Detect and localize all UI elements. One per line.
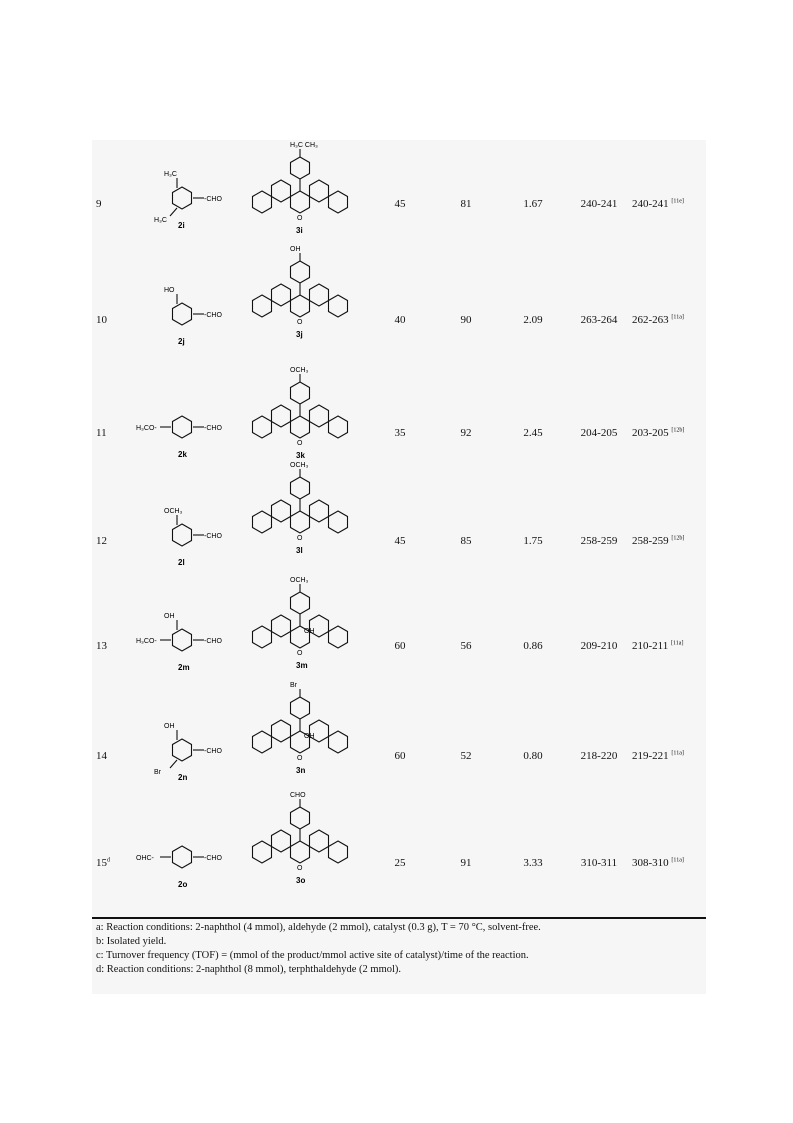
mp-found-cell: 263-264 (580, 314, 618, 326)
yield-cell: 52 (460, 750, 472, 762)
aldehyde-bottom-label: H₃C (154, 217, 167, 224)
table-row (92, 577, 706, 703)
product-substituent-label: H₃C CH₃ (290, 142, 318, 149)
aldehyde-structure (130, 387, 240, 467)
product-code: 3i (296, 226, 303, 235)
entry-number: 10 (96, 314, 107, 326)
mp-lit-cell: 262-263 [11a] (632, 314, 684, 326)
yield-cell: 92 (460, 427, 472, 439)
table-bottom-rule (92, 917, 706, 919)
entry-number: 15$^d$ (96, 857, 110, 869)
aldehyde-left-label: H₃CO- (136, 638, 157, 645)
aldehyde-cho-label: -CHO (204, 312, 222, 319)
mp-lit-cell: 240-241 [11e] (632, 198, 684, 210)
yield-cell: 91 (460, 857, 472, 869)
product-substituent-label: OCH₃ (290, 577, 309, 584)
aldehyde-top-label: OCH₃ (164, 508, 183, 515)
entry-number: 9 (96, 198, 102, 210)
aldehyde-code: 2n (178, 773, 188, 782)
aldehyde-cho-label: -CHO (204, 196, 222, 203)
aldehyde-left-label: OHC- (136, 855, 154, 862)
aldehyde-left-label: H₃CO- (136, 425, 157, 432)
aldehyde-code: 2i (178, 221, 185, 230)
product-oxygen-label: O (297, 535, 303, 542)
product-substituent-label: Br (290, 682, 297, 689)
mp-lit-cell: 219-221 [11a] (632, 750, 684, 762)
mp-found-cell: 209-210 (580, 640, 618, 652)
product-oxygen-label: O (297, 215, 303, 222)
mp-lit-cell: 203-205 [12b] (632, 427, 685, 439)
product-side-label: OH (304, 733, 315, 740)
aldehyde-structure (130, 158, 240, 238)
yield-cell: 81 (460, 198, 472, 210)
aldehyde-top-label: H₃C (164, 171, 177, 178)
time-cell: 60 (394, 750, 406, 762)
product-code: 3o (296, 876, 306, 885)
time-cell: 45 (394, 535, 406, 547)
mp-found-cell: 258-259 (580, 535, 618, 547)
product-substituent-label: OCH₃ (290, 367, 309, 374)
footnote-c: c: Turnover frequency (TOF) = (mmol of the product/mmol active site of catalyst)/time of the reaction. (96, 950, 529, 961)
mp-lit-cell: 210-211 [11a] (632, 640, 684, 652)
tof-cell: 0.80 (523, 750, 543, 762)
footnote-b: b: Isolated yield. (96, 936, 167, 947)
mp-found-cell: 240-241 (580, 198, 618, 210)
product-code: 3j (296, 330, 303, 339)
product-oxygen-label: O (297, 650, 303, 657)
product-structure (240, 140, 370, 268)
aldehyde-top-label: HO (164, 287, 175, 294)
table-row (92, 140, 706, 268)
aldehyde-code: 2l (178, 558, 185, 567)
entry-number: 11 (96, 427, 107, 439)
product-oxygen-label: O (297, 440, 303, 447)
time-cell: 45 (394, 198, 406, 210)
tof-cell: 2.45 (523, 427, 543, 439)
footnote-d: d: Reaction conditions: 2-naphthol (8 mmol), terphthaldehyde (2 mmol). (96, 964, 402, 975)
product-structure (240, 462, 370, 588)
mp-found-cell: 218-220 (580, 750, 618, 762)
yield-cell: 90 (460, 314, 472, 326)
product-structure (240, 577, 370, 703)
tof-cell: 3.33 (523, 857, 543, 869)
aldehyde-structure (130, 495, 240, 575)
mp-lit-cell: 258-259 [12b] (632, 535, 685, 547)
time-cell: 40 (394, 314, 406, 326)
aldehyde-structure (130, 600, 240, 680)
time-cell: 35 (394, 427, 406, 439)
time-cell: 25 (394, 857, 406, 869)
product-structure (240, 792, 370, 918)
aldehyde-code: 2o (178, 880, 188, 889)
aldehyde-top-label: OH (164, 723, 175, 730)
mp-found-cell: 310-311 (580, 857, 618, 869)
footnote-a: a: Reaction conditions: 2-naphthol (4 mmol), aldehyde (2 mmol), catalyst (0.3 g), T = 70 °C, solvent-free. (96, 922, 541, 933)
aldehyde-cho-label: -CHO (204, 638, 222, 645)
time-cell: 60 (394, 640, 406, 652)
aldehyde-code: 2k (178, 450, 187, 459)
aldehyde-cho-label: -CHO (204, 533, 222, 540)
aldehyde-top-label: OH (164, 613, 175, 620)
aldehyde-cho-label: -CHO (204, 748, 222, 755)
product-substituent-label: CHO (290, 792, 306, 799)
tof-cell: 0.86 (523, 640, 543, 652)
aldehyde-structure (130, 817, 240, 897)
table-row (92, 367, 706, 493)
table-row (92, 246, 706, 372)
aldehyde-bottom-label: Br (154, 769, 161, 776)
yield-cell: 56 (460, 640, 472, 652)
footnotes (96, 921, 541, 977)
entry-number: 14 (96, 750, 107, 762)
product-code: 3m (296, 661, 308, 670)
entry-number: 12 (96, 535, 107, 547)
yield-cell: 85 (460, 535, 472, 547)
table-row (92, 792, 706, 918)
tof-cell: 1.67 (523, 198, 543, 210)
aldehyde-structure (130, 274, 240, 354)
product-code: 3l (296, 546, 303, 555)
table-row (92, 682, 706, 808)
product-oxygen-label: O (297, 755, 303, 762)
tof-cell: 2.09 (523, 314, 543, 326)
aldehyde-code: 2m (178, 663, 190, 672)
table-row (92, 462, 706, 588)
aldehyde-cho-label: -CHO (204, 855, 222, 862)
aldehyde-cho-label: -CHO (204, 425, 222, 432)
mp-lit-cell: 308-310 [11a] (632, 857, 684, 869)
product-structure (240, 246, 370, 372)
aldehyde-code: 2j (178, 337, 185, 346)
product-structure (240, 367, 370, 493)
entry-number: 13 (96, 640, 107, 652)
mp-found-cell: 204-205 (580, 427, 618, 439)
aldehyde-structure (130, 710, 240, 790)
product-oxygen-label: O (297, 319, 303, 326)
product-substituent-label: OH (290, 246, 301, 253)
product-code: 3n (296, 766, 306, 775)
product-side-label: OH (304, 628, 315, 635)
tof-cell: 1.75 (523, 535, 543, 547)
product-substituent-label: OCH₃ (290, 462, 309, 469)
product-code: 3k (296, 451, 305, 460)
product-oxygen-label: O (297, 865, 303, 872)
